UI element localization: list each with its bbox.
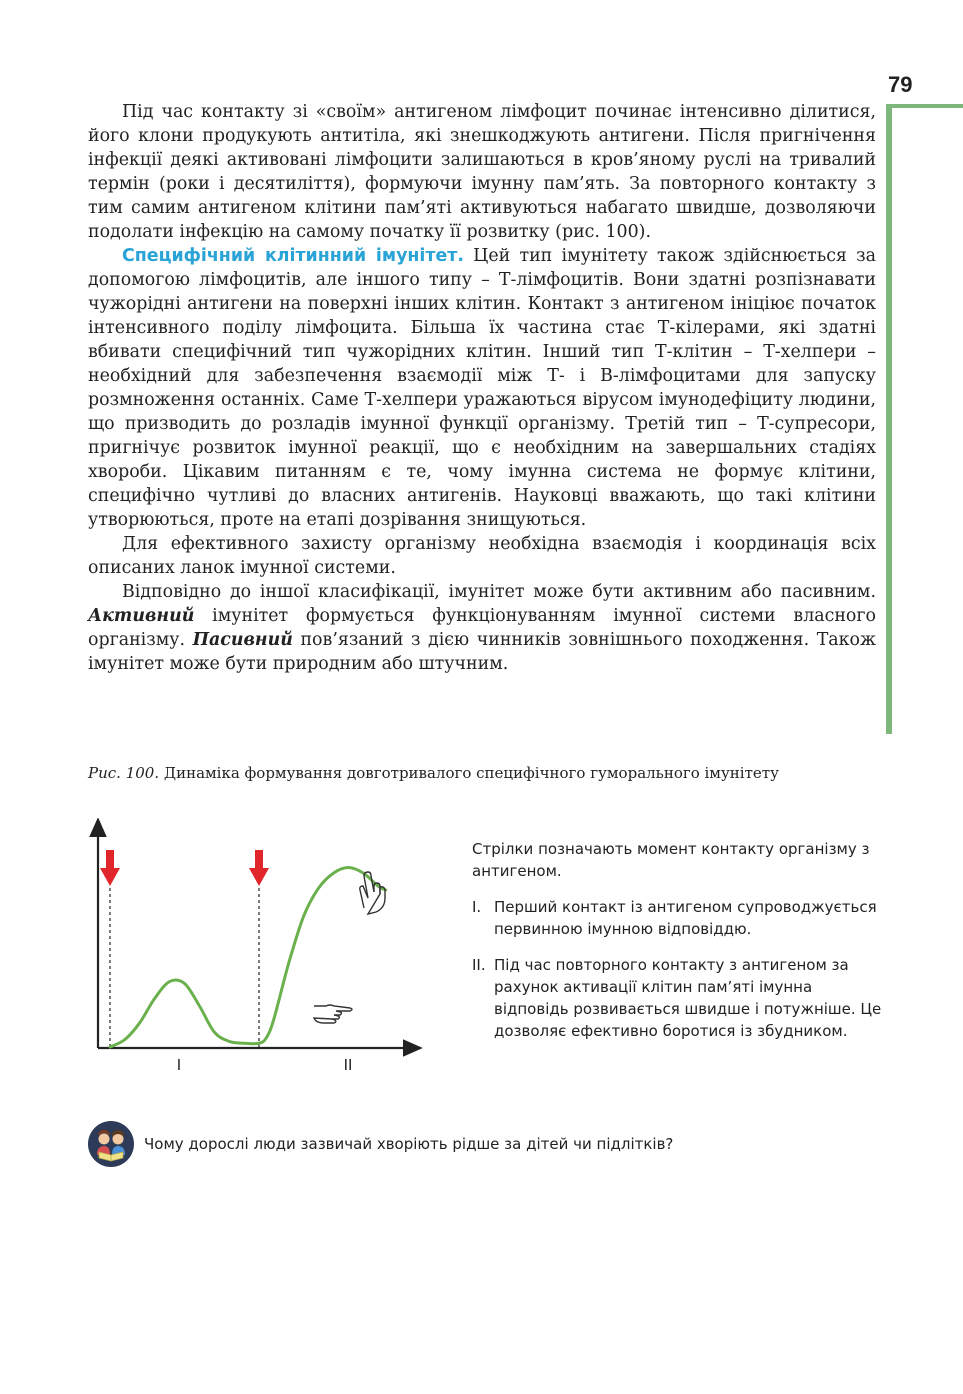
legend-item-text: Під час повторного контакту з антигеном за рахунок активації клітин пам’яті імунна відповідь розвивається швидше і потужніше. Це дозволяє ефективно боротися із збудником. (494, 956, 882, 1040)
page-number: 79 (888, 72, 913, 97)
text-run: Для ефективного захисту організму необхідна взаємодія і координація всіх описаних ланок імунної системи. (88, 534, 876, 578)
antigen-contact-arrow-1 (100, 850, 120, 886)
legend-item-text: Перший контакт із антигеном супроводжується первинною імунною відповіддю. (494, 898, 877, 938)
paragraph (88, 244, 876, 532)
text-run: Під час контакту зі «своїм» антигеном лімфоцит починає інтенсивно ділитися, його клони продукують антитіла, які знешкоджують антигени. Після пригнічення інфекції деякі активовані лімфоцити залишаються в кров’яному руслі на тривалий термін (роки і десятиліття), формуючи імунну пам’ять. За повторного контакту з тим самим антигеном клітини пам’яті активуються набагато швидше, дозволяючи подолати інфекцію на самому початку її розвитку (рис. 100). (88, 102, 876, 242)
paragraph (88, 580, 876, 676)
question-block (88, 1121, 888, 1167)
term-highlight: Пасивний (192, 630, 293, 650)
pointing-hand-right-icon (314, 1005, 352, 1023)
pointing-hand-up-icon (360, 872, 385, 914)
text-run: пов’язаний з дією чинників зовнішнього походження. Також імунітет може бути природним або штучним. (88, 630, 877, 674)
legend-item-1 (472, 896, 887, 954)
x-label-2: II (343, 1056, 353, 1074)
figure-caption (88, 764, 888, 782)
figure-label: Рис. 100. (88, 764, 160, 782)
page-margin-bar-top (886, 104, 963, 108)
section-heading: Специфічний клітинний імунітет. (122, 246, 464, 266)
figure-legend (472, 838, 887, 1056)
immune-response-curve (110, 867, 386, 1047)
body-text (88, 100, 876, 676)
x-label-1: I (176, 1056, 182, 1074)
legend-item-number: I. (472, 898, 482, 916)
page-margin-bar (886, 104, 892, 734)
figure-caption-text: Динаміка формування довготривалого специфічного гуморального імунітету (163, 764, 779, 782)
text-run: Цей тип імунітету також здійснюється за допомогою лімфоцитів, але іншого типу – Т-лімфоцитів. Вони здатні розпізнавати чужорідні антигени на поверхні інших клітин. Контакт з антигеном ініціює початок інтенсивного поділу лімфоцита. Більша їх частина стає Т-кілерами, які здатні вбивати специфічний тип чужорідних клітин. Інший тип Т-клітин – Т-хелпери – необхідний для забезпечення взаємодії між Т- і В-лімфоцитами для запуску розмноження останніх. Саме Т-хелпери уражаються вірусом імунодефіциту людини, що призводить до розладів імунної функції організму. Третій тип – Т-супресори, пригнічує розвиток імунної реакції, що є необхідним на завершальних стадіях хвороби. Цікавим питанням є те, чому імунна система не формує клітини, специфічно чутливі до власних антигенів. Науковці вважають, що такі клітини утворюються, проте на етапі дозрівання знищуються. (88, 246, 876, 530)
immune-response-chart (86, 818, 426, 1080)
students-reading-icon (88, 1121, 134, 1167)
question-text: Чому дорослі люди зазвичай хворіють рідше за дітей чи підлітків? (144, 1135, 674, 1153)
paragraph (88, 532, 876, 580)
legend-intro: Стрілки позначають момент контакту організму з антигеном. (472, 840, 870, 880)
term-highlight: Активний (88, 606, 195, 626)
legend-item-number: II. (472, 956, 486, 974)
antigen-contact-arrow-2 (249, 850, 269, 886)
paragraph (88, 100, 876, 244)
legend-item-2 (472, 954, 887, 1056)
text-run: Відповідно до іншої класифікації, імунітет може бути активним або пасивним. (122, 582, 876, 602)
text-run: імунітет формується функціонуванням імунної системи власного організму. (88, 606, 876, 650)
